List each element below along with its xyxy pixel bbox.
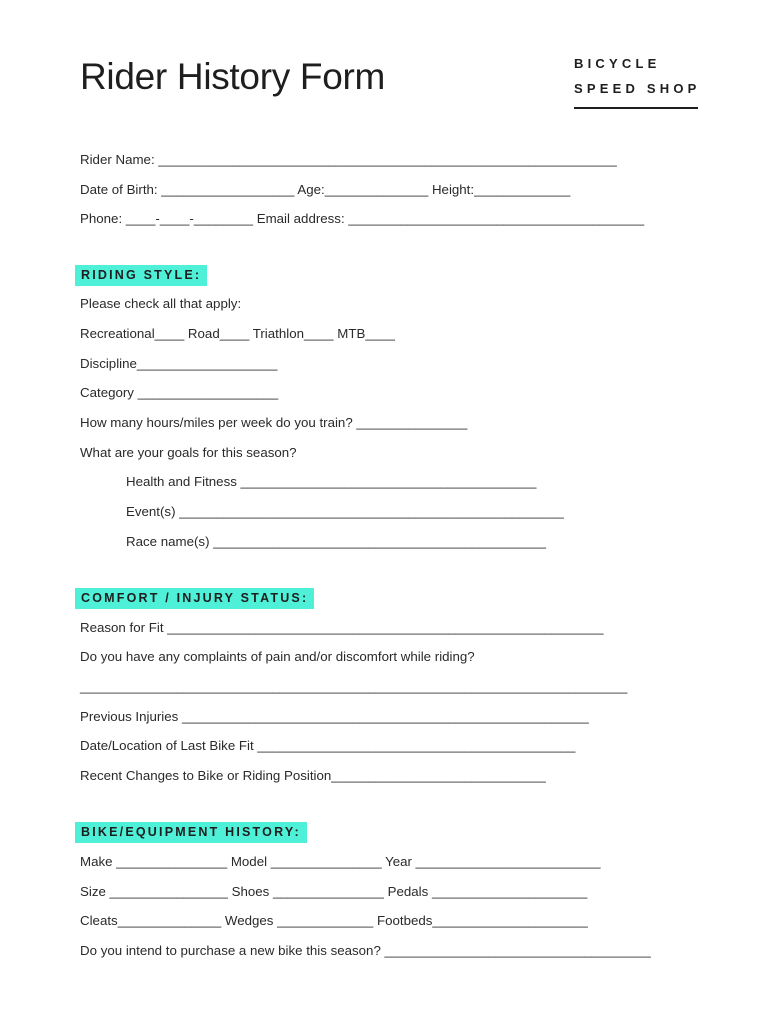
last-bike-fit-field[interactable]: Date/Location of Last Bike Fit ___________________________________________ [80,738,576,753]
season-goals-question: What are your goals for this season? [80,445,297,460]
discipline-field[interactable]: Discipline___________________ [80,356,278,371]
training-hours-field[interactable]: How many hours/miles per week do you train? _______________ [80,415,468,430]
section-heading-comfort-injury: COMFORT / INJURY STATUS: [75,588,314,609]
new-bike-intent-field[interactable]: Do you intend to purchase a new bike this season? ____________________________________ [80,943,651,958]
pain-complaints-field[interactable]: __________________________________________________________________________ [80,679,628,694]
section-heading-riding-style: RIDING STYLE: [75,265,207,286]
race-names-field[interactable]: Race name(s) _____________________________________________ [126,534,546,549]
size-shoes-pedals-field[interactable]: Size ________________ Shoes _______________ Pedals _____________________ [80,884,588,899]
events-field[interactable]: Event(s) ____________________________________________________ [126,504,564,519]
recent-changes-field[interactable]: Recent Changes to Bike or Riding Position_____________________________ [80,768,546,783]
phone-email-field[interactable]: Phone: ____-____-________ Email address: ________________________________________ [80,211,645,226]
category-field[interactable]: Category ___________________ [80,385,279,400]
riding-style-instruction: Please check all that apply: [80,296,242,311]
dob-age-height-field[interactable]: Date of Birth: __________________ Age:______________ Height:_____________ [80,182,571,197]
health-fitness-field[interactable]: Health and Fitness ________________________________________ [126,474,537,489]
rider-name-field[interactable]: Rider Name: ______________________________________________________________ [80,152,617,167]
riding-type-checks[interactable]: Recreational____ Road____ Triathlon____ MTB____ [80,326,395,341]
make-model-year-field[interactable]: Make _______________ Model _______________ Year _________________________ [80,854,601,869]
cleats-wedges-footbeds-field[interactable]: Cleats______________ Wedges _____________ Footbeds_____________________ [80,913,588,928]
reason-for-fit-field[interactable]: Reason for Fit ___________________________________________________________ [80,620,604,635]
pain-complaints-question: Do you have any complaints of pain and/or discomfort while riding? [80,649,475,664]
previous-injuries-field[interactable]: Previous Injuries _______________________________________________________ [80,709,589,724]
shop-logo [574,56,701,109]
logo-line-bicycle: BICYCLE [574,56,661,71]
logo-line-speed-shop: SPEED SHOP [574,81,701,96]
section-heading-bike-equipment: BIKE/EQUIPMENT HISTORY: [75,822,307,843]
logo-underline [574,107,698,109]
form-title: Rider History Form [80,56,386,97]
